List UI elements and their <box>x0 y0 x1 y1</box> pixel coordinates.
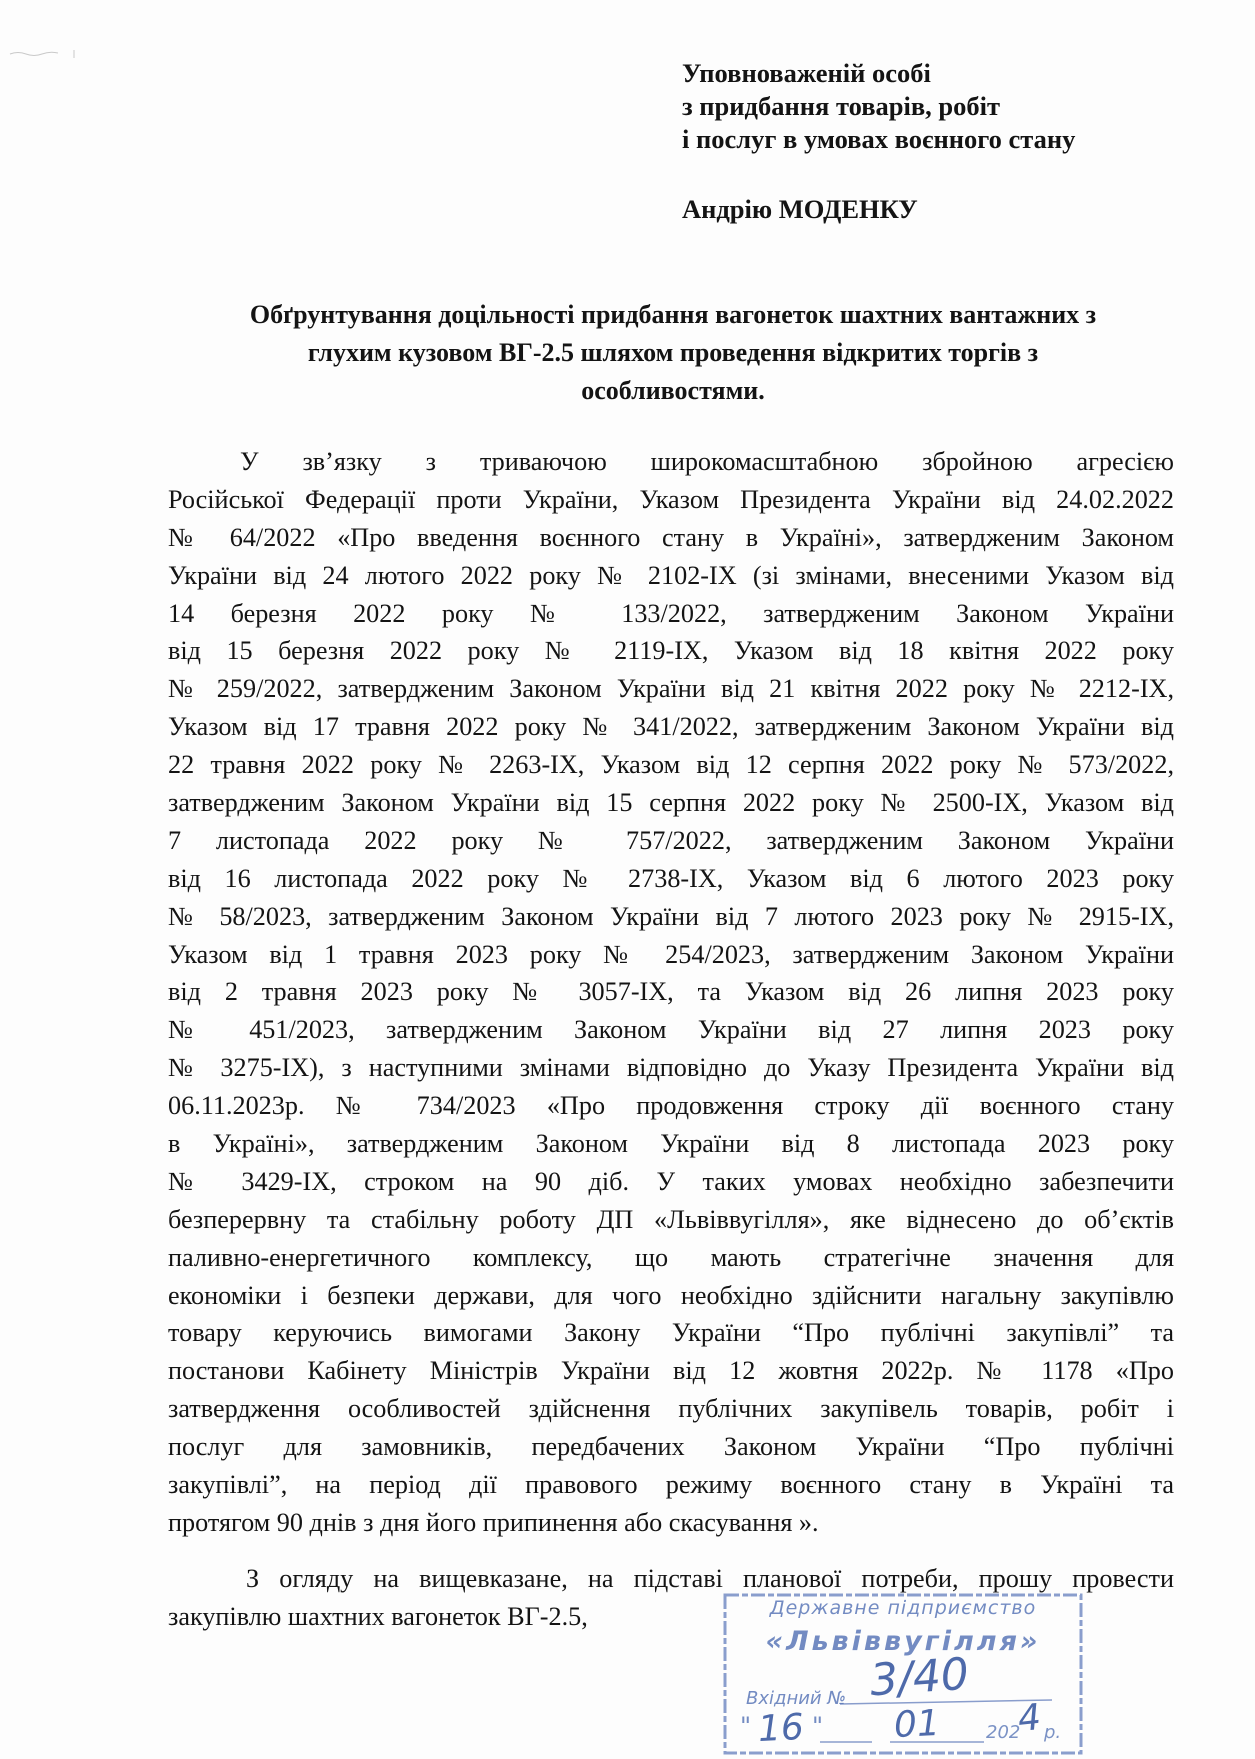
body-line: Російської Федерації проти України, Указом Президента України від 24.02.2022 <box>168 484 1174 514</box>
body-paragraph-1 <box>168 443 1174 1542</box>
body-line: № 451/2023, затвердженим Законом України від 27 липня 2023 року <box>168 1015 1174 1045</box>
body-line: У зв’язку з триваючою широкомасштабною збройною агресією <box>240 447 1174 476</box>
document-title <box>168 296 1178 410</box>
body-line: постанови Кабінету Міністрів України від 12 жовтня 2022р. № 1178 «Про <box>168 1356 1174 1386</box>
body-line: послуг для замовників, передбачених Законом України “Про публічні <box>168 1432 1174 1462</box>
stamp-year-suffix: 4 <box>1015 1696 1043 1741</box>
body-line: № 259/2022, затвердженим Законом України від 21 квітня 2022 року № 2212-IX, <box>168 674 1174 704</box>
body-line: Указом від 17 травня 2022 року № 341/2022, затвердженим Законом України від <box>168 712 1174 742</box>
stamp-incoming-number: 3/40 <box>868 1648 971 1707</box>
body-line: товару керуючись вимогами Закону України “Про публічні закупівлі” та <box>168 1318 1174 1348</box>
body-line: економіки і безпеки держави, для чого необхідно здійснити нагальну закупівлю <box>168 1280 1174 1310</box>
body-line: України від 24 лютого 2022 року № 2102-IX (зі змінами, внесеними Указом від <box>168 560 1174 590</box>
stamp-year-prefix: 202 <box>986 1722 1021 1743</box>
stamp-org-name: «Львіввугілля» <box>765 1626 1041 1657</box>
body-line: 22 травня 2022 року № 2263-IX, Указом від 12 серпня 2022 року № 573/2022, <box>168 750 1174 780</box>
stamp-incoming-label: Вхідний № <box>746 1688 847 1709</box>
body-line: № 3429-IX, строком на 90 діб. У таких умовах необхідно забезпечити <box>168 1166 1174 1196</box>
title-line: Обґрунтування доцільності придбання вагонеток шахтних вантажних з <box>249 300 1097 329</box>
body-line: 06.11.2023р. № 734/2023 «Про продовження строку дії воєнного стану <box>168 1091 1174 1121</box>
body-line: закупівлю шахтних вагонеток ВГ-2.5, <box>168 1601 588 1631</box>
body-line: затвердження особливостей здійснення публічних закупівель товарів, робіт і <box>168 1394 1174 1424</box>
body-line: 14 березня 2022 року № 133/2022, затвердженим Законом України <box>168 598 1174 628</box>
body-line: протягом 90 днів з дня його припинення або скасування ». <box>168 1507 819 1537</box>
scan-artifact <box>8 48 78 60</box>
body-line: безперервну та стабільну роботу ДП «Львіввугілля», яке віднесено до об’єктів <box>168 1204 1174 1234</box>
body-line: затвердженим Законом України від 15 серпня 2022 року № 2500-IX, Указом від <box>168 788 1174 818</box>
body-line: Указом від 1 травня 2023 року № 254/2023, затвердженим Законом України <box>168 939 1174 969</box>
stamp-year-end: р. <box>1044 1722 1062 1743</box>
body-line: З огляду на вищевказане, на підставі планової потреби, прошу провести <box>246 1564 1174 1593</box>
title-line: глухим кузовом ВГ-2.5 шляхом проведення відкритих торгів з <box>307 338 1039 367</box>
addressee-line: і послуг в умовах воєнного стану <box>682 124 1076 154</box>
addressee-name: Андрію МОДЕНКУ <box>682 194 918 224</box>
body-line: від 15 березня 2022 року № 2119-IX, Указом від 18 квітня 2022 року <box>168 636 1174 666</box>
body-line: від 16 листопада 2022 року № 2738-IX, Указом від 6 лютого 2023 року <box>168 863 1174 893</box>
body-line: № 64/2022 «Про введення воєнного стану в Україні», затвердженим Законом <box>168 522 1174 552</box>
body-line: № 3275-IX), з наступними змінами відповідно до Указу Президента України від <box>168 1053 1174 1083</box>
stamp-day: 16 <box>756 1706 805 1751</box>
addressee-line: з придбання товарів, робіт <box>682 91 1001 121</box>
title-line: особливостями. <box>581 376 765 405</box>
body-line: 7 листопада 2022 року № 757/2022, затвердженим Законом України <box>168 825 1174 855</box>
body-line: від 2 травня 2023 року № 3057-IX, та Указом від 26 липня 2023 року <box>168 977 1174 1007</box>
body-line: в Україні», затвердженим Законом України від 8 листопада 2023 року <box>168 1129 1174 1159</box>
body-line: закупівлі”, на період дії правового режиму воєнного стану в Україні та <box>168 1470 1174 1500</box>
addressee-line: Уповноваженій особі <box>682 58 931 88</box>
addressee-block <box>682 57 1222 226</box>
stamp-quote-open: " <box>740 1712 752 1740</box>
stamp-quote-close: " <box>812 1712 824 1740</box>
stamp-org-type: Державне підприємство <box>769 1597 1037 1619</box>
body-line: паливно-енергетичного комплексу, що мають стратегічне значення для <box>168 1242 1174 1272</box>
body-line: № 58/2023, затвердженим Законом України від 7 лютого 2023 року № 2915-IX, <box>168 901 1174 931</box>
stamp-month: 01 <box>892 1702 941 1747</box>
incoming-registration-stamp <box>722 1592 1084 1758</box>
